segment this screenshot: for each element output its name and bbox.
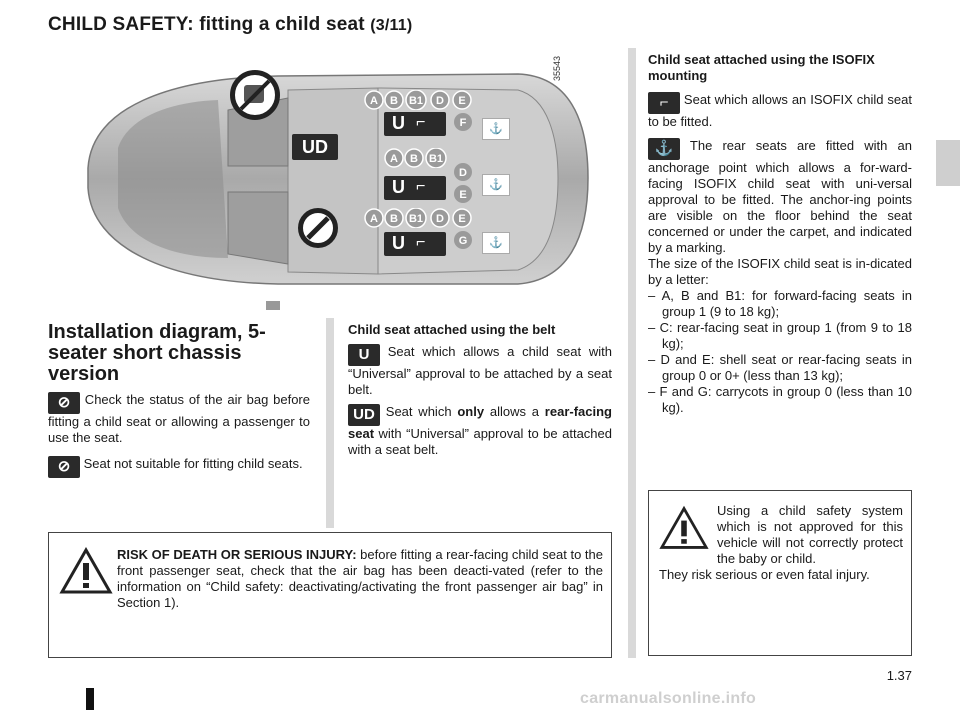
car-illustration xyxy=(48,48,610,310)
car-seat-diagram xyxy=(48,48,610,310)
row2-isofix-icon: ⚓ xyxy=(482,174,510,196)
isofix-seat-icon: ⌐ xyxy=(648,92,680,114)
airbag-warning-box xyxy=(48,532,612,658)
row3-seat-u: U ⌐ xyxy=(384,232,446,256)
approval-warning-box xyxy=(648,490,912,656)
row1-letter-a: A xyxy=(370,95,378,107)
size-intro: The size of the ISOFIX child seat is in-dicated by a letter: xyxy=(648,256,912,287)
section-heading: Installation diagram, 5-seater short chassis version xyxy=(48,321,266,385)
size-item: – C: rear-facing seat in group 1 (from 9 to 18 kg); xyxy=(648,320,912,351)
row1-isofix-icon: ⚓ xyxy=(482,118,510,140)
row2-letter-a: A xyxy=(390,153,398,165)
warning-triangle-icon xyxy=(659,505,709,551)
row1-letter-d: D xyxy=(436,95,444,107)
watermark: carmanualsonline.info xyxy=(580,690,757,707)
size-item: – F and G: carrycots in group 0 (less than 10 kg). xyxy=(648,384,912,415)
svg-text:E: E xyxy=(459,189,467,201)
universal-note: U Seat which allows a child seat with “Universal” approval to be attached by a seat belt. xyxy=(348,344,612,397)
row1-letter-b1: B1 xyxy=(408,95,424,107)
approval-warning-risk: They risk serious or even fatal injury. xyxy=(659,567,870,582)
row3-letter-e: E xyxy=(458,213,466,225)
u-badge: U xyxy=(348,344,380,366)
airbag-check-small-icon: ⊘ xyxy=(48,392,80,414)
seat-icon: ⌐ xyxy=(416,114,426,131)
isofix-section xyxy=(648,52,912,416)
approval-warning-text: Using a child safety system which is not approved for this vehicle will not correctly protect the baby or child. xyxy=(717,503,903,566)
svg-text:D: D xyxy=(459,167,467,179)
not-suitable-note: ⊘ Seat not suitable for fitting child seats. xyxy=(48,456,310,478)
row1-seat-u: U ⌐ xyxy=(384,112,446,136)
row2-seat-u: U ⌐ xyxy=(384,176,446,200)
warning-triangle-icon xyxy=(59,547,113,595)
row3-isofix-icon: ⚓ xyxy=(482,232,510,254)
row3-letter-b1: B1 xyxy=(408,213,424,225)
ud-note: UD Seat which only allows a rear-facing seat with “Universal” approval to be attached with a seat belt. xyxy=(348,404,612,457)
size-item: – D and E: shell seat or rear-facing seats in group 0 or 0+ (less than 13 kg); xyxy=(648,352,912,383)
anchorage-note: ⚓ The rear seats are fitted with an anchorage point which allows a for-ward-facing ISOFIX child seat with uni-versal approval to be fitted. The anchor-ing points are visible on the floor behind the seat concerned or under the carpet, and indicated by a marking. xyxy=(648,138,912,255)
seat-icon: ⌐ xyxy=(416,234,426,251)
isofix-anchor-icon: ⚓ xyxy=(648,138,680,160)
belt-heading: Child seat attached using the belt xyxy=(348,322,556,337)
belt-section xyxy=(348,322,612,458)
row3-letter-b: B xyxy=(390,213,398,225)
not-suitable-small-icon: ⊘ xyxy=(48,456,80,478)
diagram-reference-number: 35543 xyxy=(552,56,562,82)
row2-letter-b1: B1 xyxy=(428,153,444,165)
seat-icon: ⌐ xyxy=(416,178,426,195)
ud-badge: UD xyxy=(348,404,380,426)
page-title xyxy=(48,14,412,36)
ud-seat-label: UD xyxy=(292,134,338,160)
not-suitable-icon xyxy=(298,208,338,248)
row2-letter-b: B xyxy=(410,153,418,165)
corner-mark xyxy=(86,688,94,710)
row3-letter-d: D xyxy=(436,213,444,225)
isofix-note: ⌐ Seat which allows an ISOFIX child seat to be fitted. xyxy=(648,92,912,129)
left-items xyxy=(48,392,310,488)
airbag-warning-text: RISK OF DEATH OR SERIOUS INJURY: before fitting a rear-facing child seat to the front passenger seat, check that the air bag has been deacti-vated (refer to the information on “Child safety: deactivating/activating the front passenger air bag” in Section 1). xyxy=(117,547,603,610)
airbag-check-note: ⊘ Check the status of the air bag before fitting a child seat or allowing a passenger to use the seat. xyxy=(48,392,310,445)
page-number: 1.37 xyxy=(886,668,912,683)
column-divider-right xyxy=(628,48,636,658)
row1-letter-b: B xyxy=(390,95,398,107)
row3-letter-a: A xyxy=(370,213,378,225)
isofix-heading: Child seat attached using the ISOFIX mounting xyxy=(648,52,875,83)
svg-text:F: F xyxy=(459,117,467,129)
size-list xyxy=(648,288,912,416)
page-title-text: CHILD SAFETY: fitting a child seat xyxy=(48,14,371,35)
page-part: (3/11) xyxy=(370,17,413,34)
chapter-tab xyxy=(936,140,960,186)
row1-letter-e: E xyxy=(458,95,466,107)
svg-text:G: G xyxy=(458,235,468,247)
column-divider-middle xyxy=(326,318,334,528)
airbag-check-icon xyxy=(230,70,280,120)
size-item: – A, B and B1: for forward-facing seats in group 1 (9 to 18 kg); xyxy=(648,288,912,319)
